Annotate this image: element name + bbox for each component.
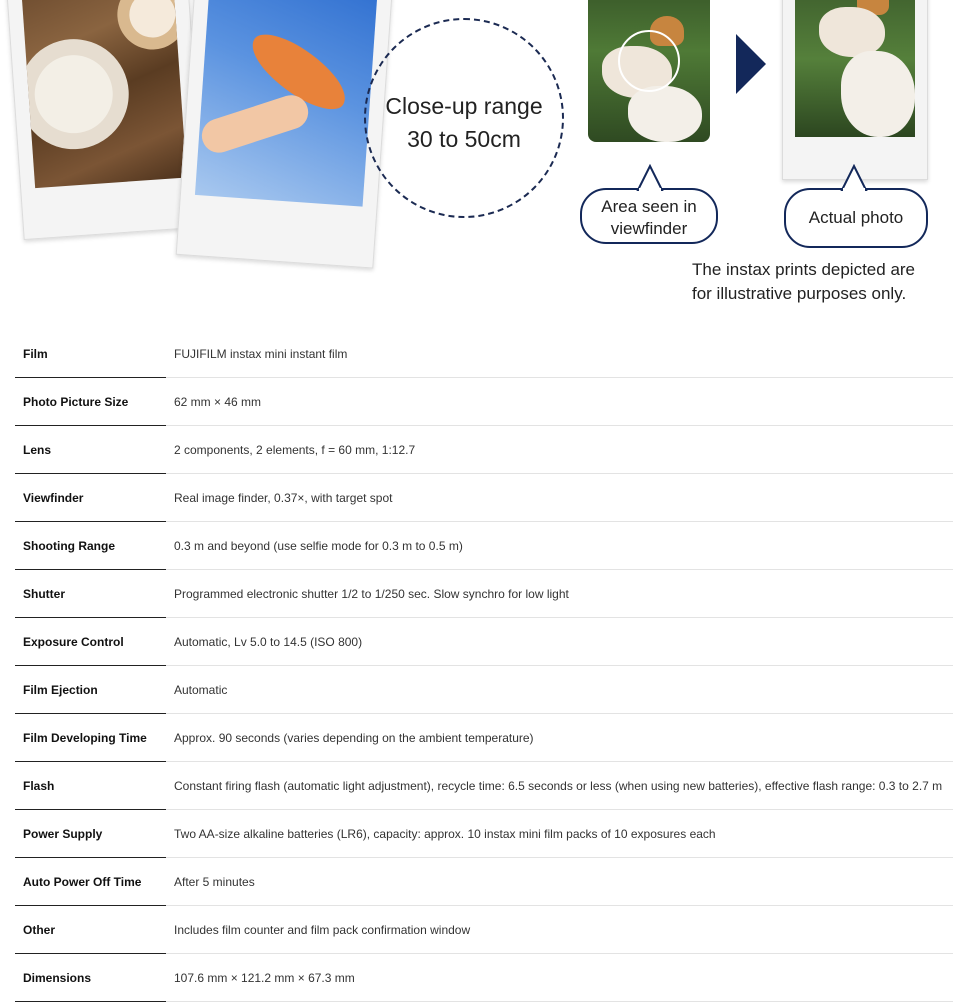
spec-label: Film Developing Time: [15, 714, 166, 762]
bubble-tail-actual: [840, 164, 868, 192]
spec-row: [15, 858, 953, 906]
spec-row: [15, 762, 953, 810]
spec-value: Two AA-size alkaline batteries (LR6), capacity: approx. 10 instax mini film packs of 10 exposures each: [166, 810, 953, 858]
spec-value: Constant firing flash (automatic light adjustment), recycle time: 6.5 seconds or less (when using new batteries), effective flash range: 0.3 to 2.7 m: [166, 762, 953, 810]
bubble-area-line-1: Area seen in: [601, 197, 697, 216]
spec-row: [15, 618, 953, 666]
bubble-actual-photo: Actual photo: [784, 188, 928, 248]
hero-illustration: [0, 0, 960, 320]
close-up-range-text: [364, 90, 564, 156]
note-line-2: for illustrative purposes only.: [692, 284, 907, 303]
spec-value: 62 mm × 46 mm: [166, 378, 953, 426]
arrow-right-icon: [736, 34, 766, 94]
spec-value: FUJIFILM instax mini instant film: [166, 330, 953, 378]
spec-label: Dimensions: [15, 954, 166, 1002]
spec-row: [15, 522, 953, 570]
bubble-tail-area: [636, 164, 664, 192]
target-spot-circle: [618, 30, 680, 92]
spec-row: [15, 474, 953, 522]
range-line-2: 30 to 50cm: [407, 126, 521, 152]
spec-row: [15, 426, 953, 474]
spec-label: Lens: [15, 426, 166, 474]
food-photo: [21, 0, 187, 188]
spec-value: 0.3 m and beyond (use selfie mode for 0.3 m to 0.5 m): [166, 522, 953, 570]
spec-label: Film: [15, 330, 166, 378]
spec-label: Film Ejection: [15, 666, 166, 714]
spec-value: Automatic: [166, 666, 953, 714]
spec-label: Auto Power Off Time: [15, 858, 166, 906]
range-line-1: Close-up range: [385, 93, 543, 119]
instax-print-food: [5, 0, 206, 240]
spec-value: 2 components, 2 elements, f = 60 mm, 1:12.7: [166, 426, 953, 474]
spec-row: [15, 570, 953, 618]
spec-row: [15, 954, 953, 1002]
spec-value: After 5 minutes: [166, 858, 953, 906]
spec-row: [15, 714, 953, 762]
spec-value: 107.6 mm × 121.2 mm × 67.3 mm: [166, 954, 953, 1002]
viewfinder-photo: [588, 0, 710, 142]
spec-row: [15, 330, 953, 378]
spec-label: Other: [15, 906, 166, 954]
bubble-area-seen: [580, 188, 718, 244]
spec-row: [15, 378, 953, 426]
instax-print-dog: [782, 0, 928, 180]
spec-row: [15, 666, 953, 714]
spec-value: Approx. 90 seconds (varies depending on the ambient temperature): [166, 714, 953, 762]
spec-row: [15, 906, 953, 954]
illustration-note: [692, 258, 952, 306]
spec-label: Shutter: [15, 570, 166, 618]
spec-label: Power Supply: [15, 810, 166, 858]
bubble-area-line-2: viewfinder: [610, 219, 688, 238]
spec-label: Exposure Control: [15, 618, 166, 666]
spec-table: [15, 330, 953, 1002]
spec-label: Viewfinder: [15, 474, 166, 522]
note-line-1: The instax prints depicted are: [692, 260, 916, 279]
spec-label: Flash: [15, 762, 166, 810]
spec-value: Automatic, Lv 5.0 to 14.5 (ISO 800): [166, 618, 953, 666]
actual-photo: [795, 0, 915, 137]
spec-value: Real image finder, 0.37×, with target spot: [166, 474, 953, 522]
spec-value: Programmed electronic shutter 1/2 to 1/250 sec. Slow synchro for low light: [166, 570, 953, 618]
spec-label: Photo Picture Size: [15, 378, 166, 426]
plane-photo: [195, 0, 378, 207]
spec-value: Includes film counter and film pack confirmation window: [166, 906, 953, 954]
spec-label: Shooting Range: [15, 522, 166, 570]
spec-table-body: [15, 330, 953, 1002]
instax-print-plane: [176, 0, 395, 269]
spec-row: [15, 810, 953, 858]
